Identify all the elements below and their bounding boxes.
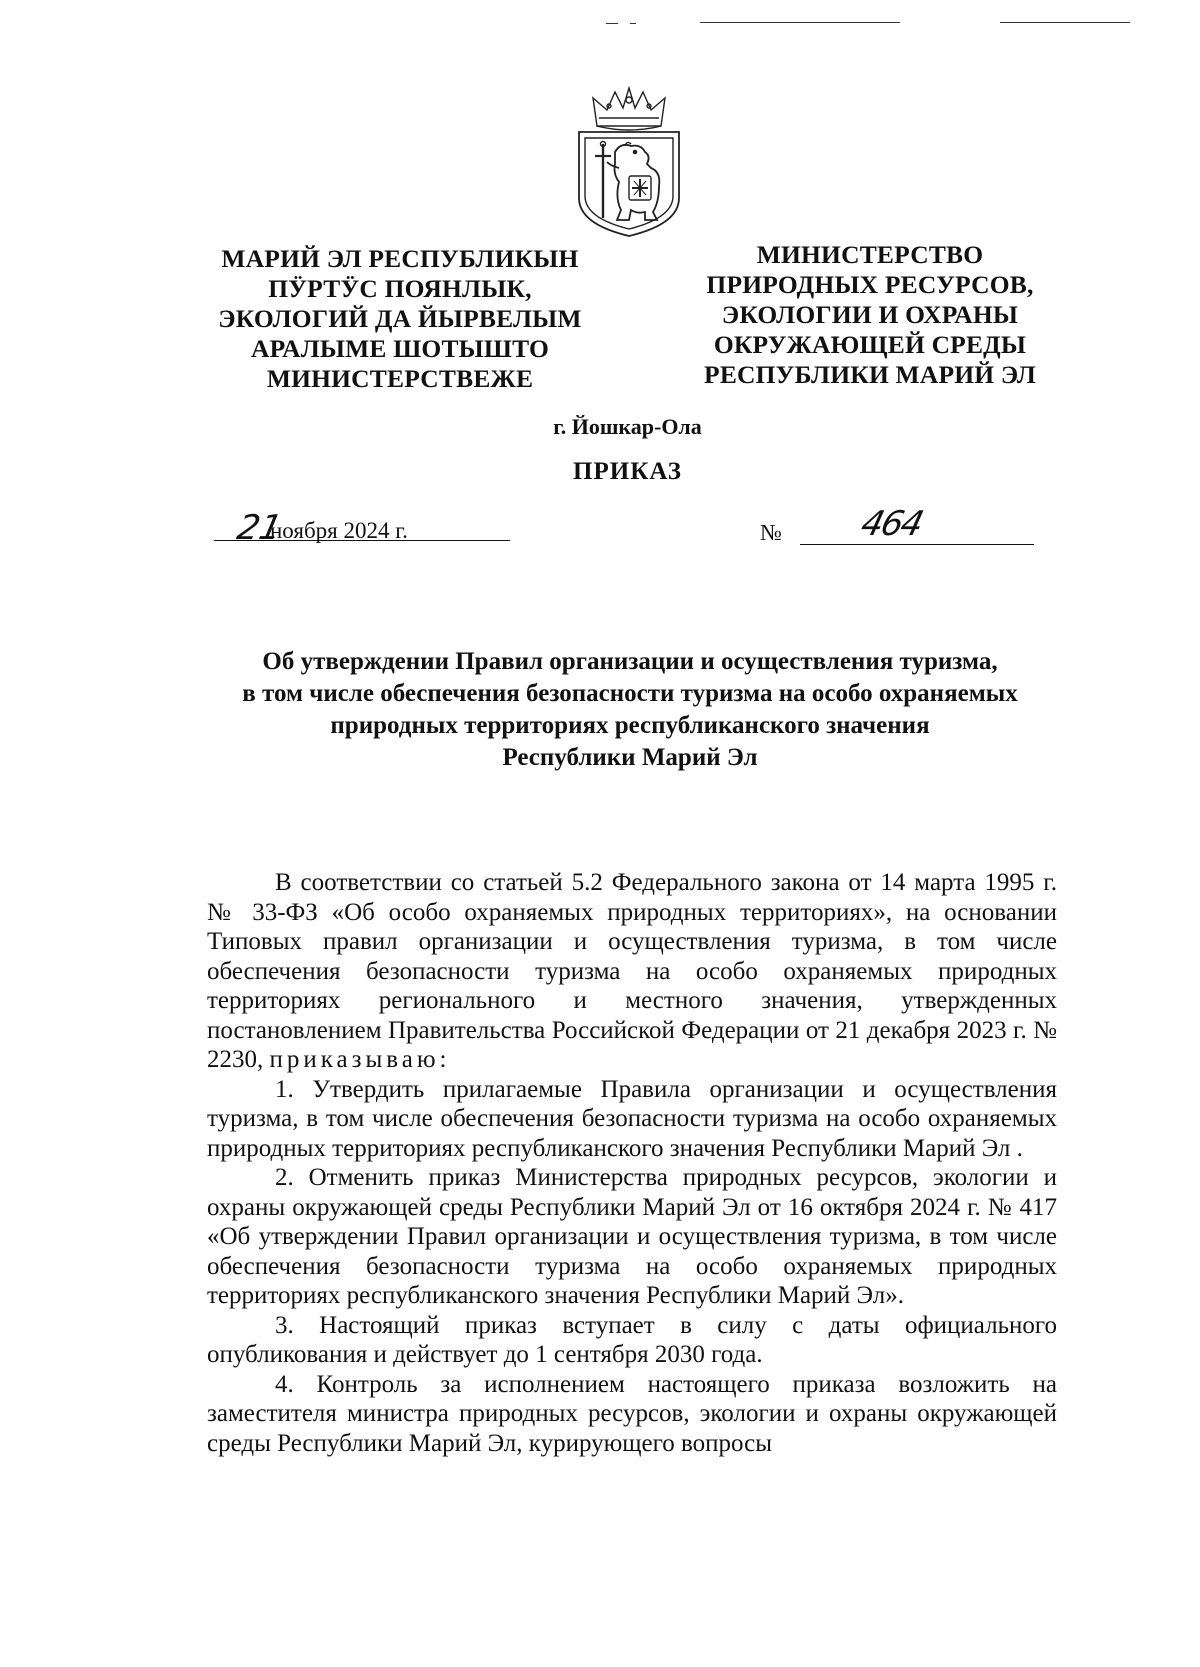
intro-text: В соответствии со статьей 5.2 Федерального закона от 14 марта 1995 г. № 33-ФЗ «Об особо охраняемых природных территориях», на основании Типовых правил организации и осуществления туризма, в том числе обеспечения безопасности туризма на особо охраняемых природных территориях регионального и местного значения, утвержденных постановлением Правительства Российской Федерации от 21 декабря 2023 г. № 2230, [207, 869, 1057, 1073]
number-underline [800, 544, 1034, 545]
scan-artifact-line [630, 23, 636, 24]
coat-of-arms-emblem [575, 86, 683, 238]
city-name: г. Йошкар-Ола [553, 414, 702, 439]
item-paragraph: 3. Настоящий приказ вступает в силу с даты официального опубликования и действует до 1 сентября 2030 года. [207, 1311, 1057, 1368]
title-line: в том числе обеспечения безопасности туризма на особо охраняемых [242, 680, 1018, 707]
scan-artifact-line [700, 22, 900, 23]
scan-artifact-line [1000, 22, 1130, 23]
number-sign: № [760, 520, 782, 545]
item-paragraph: 4. Контроль за исполнением настоящего приказа возложить на заместителя министра природных ресурсов, экологии и охраны окружающей среды Республики Марий Эл, курирующего вопросы [207, 1370, 1057, 1457]
title-line: Об утверждении Правил организации и осуществления туризма, [262, 648, 998, 675]
document-type: ПРИКАЗ [573, 458, 682, 485]
item-paragraph: 1. Утвердить прилагаемые Правила организации и осуществления туризма, в том числе обеспечения безопасности туризма на особо охраняемых природных территориях республиканского значения Республики Марий Эл . [207, 1075, 1057, 1162]
order-word: приказываю: [269, 1046, 451, 1073]
header-right-line: МИНИСТЕРСТВО [756, 240, 984, 269]
date-month-year: ноября 2024 г. [270, 518, 408, 543]
header-right-russian [660, 240, 1080, 390]
date-day-handwritten: 21 [233, 508, 286, 548]
intro-paragraph [207, 868, 1057, 1075]
title-line: природных территориях республиканского значения [330, 712, 930, 739]
header-right-line: ОКРУЖАЮЩЕЙ СРЕДЫ [713, 330, 1027, 359]
header-right-line: ЭКОЛОГИИ И ОХРАНЫ [721, 300, 1019, 329]
document-body [207, 868, 1057, 1458]
header-left-line: ЭКОЛОГИЙ ДА ЙЫРВЕЛЫМ [218, 304, 582, 333]
header-left-line: МАРИЙ ЭЛ РЕСПУБЛИКЫН [221, 244, 579, 273]
title-line: Республики Марий Эл [502, 744, 758, 771]
header-right-line: ПРИРОДНЫХ РЕСУРСОВ, [706, 270, 1034, 299]
header-left-mari [190, 244, 610, 394]
header-left-line: ПӰРТӰС ПОЯНЛЫК, [268, 274, 532, 303]
header-left-line: МИНИСТЕРСТВЕЖЕ [266, 364, 534, 393]
document-title [180, 646, 1080, 774]
item-paragraph: 2. Отменить приказ Министерства природных ресурсов, экологии и охраны окружающей среды Республики Марий Эл от 16 октября 2024 г. № 417 «Об утверждении Правил организации и осуществления туризма, в том числе обеспечения безопасности туризма на особо охраняемых природных территориях республиканского значения Республики Марий Эл». [207, 1164, 1057, 1309]
header-right-line: РЕСПУБЛИКИ МАРИЙ ЭЛ [704, 360, 1036, 389]
header-left-line: АРАЛЫМЕ ШОТЫШТО [250, 334, 550, 363]
scan-artifact-line [606, 23, 618, 24]
document-number-handwritten: 464 [857, 504, 926, 544]
